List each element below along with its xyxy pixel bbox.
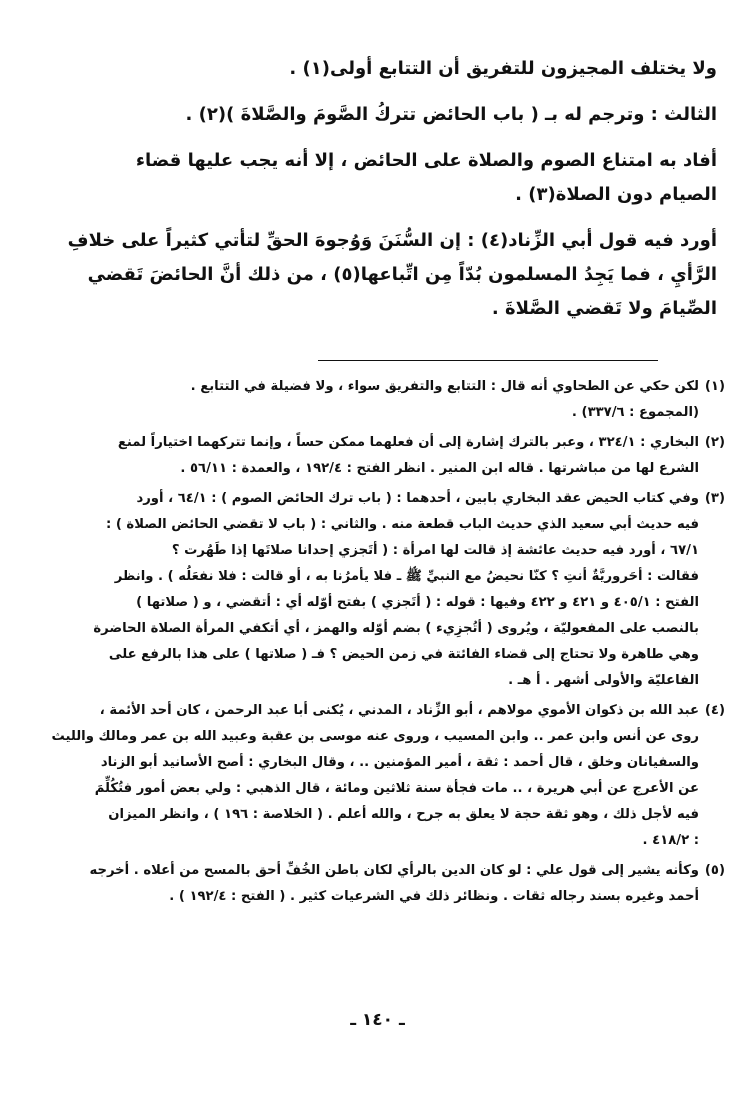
- footnote-5: [26, 858, 725, 910]
- footnote-line: فيه لأجل ذلك ، وهو ثقة حجة لا يعلق به جرح ، والله أعلم . ( الخلاصة : ١٩٦ ) ، وانظر الميزان: [108, 807, 699, 822]
- footnote-line: فقالت : أحَروريَّةٌ أنتِ ؟ كنّا نحيضُ مع النبيِّ ﷺ ـ فلا يأمرُنا به ، أو قالت : فلا نفعَلُه ) . وانظر: [114, 569, 699, 584]
- main-line-5: أورد فيه قول أبي الزِّناد(٤) : إن السُّنَنَ وَوُجوهَ الحقِّ لتأتي كثيراً على خلافِ: [67, 230, 717, 251]
- footnote-number: (٢): [704, 435, 725, 450]
- footnote-line: بالنصب على المفعوليّة ، ويُروى ( أتُجزِيء ) بضم أوّله والهمز ، أي أتكفي المرأة الصلاة الحاضرة: [93, 621, 699, 636]
- main-line-7: الصِّيامَ ولا تَقضي الصَّلاةَ .: [491, 298, 717, 319]
- footnote-3: [26, 486, 725, 694]
- footnote-line: أحمد وغيره بسند رجاله ثقات . ونظائر ذلك في الشرعيات كثير . ( الفتح : ١٩٢/٤ ) .: [169, 889, 699, 904]
- footnote-line: الفاعليّة والأولى أشهر . أ هـ .: [508, 673, 699, 688]
- footnote-line: وفي كتاب الحيض عقد البخاري بابين ، أحدهما : ( باب ترك الحائض الصوم ) : ٦٤/١ ، أورد: [136, 491, 699, 506]
- footnote-line: لكن حكي عن الطحاوي أنه قال : التتابع والتفريق سواء ، ولا فضيلة في التتابع .: [190, 379, 699, 394]
- footnote-divider: [318, 360, 658, 361]
- footnote-line: (المجموع : ٣٣٧/٦) .: [571, 405, 699, 420]
- footnote-line: وكأنه يشير إلى قول علي : لو كان الدين بالرأي لكان باطن الخُفِّ أحق بالمسح من أعلاه . أخرجه: [89, 863, 699, 878]
- page-number: ـ ١٤٠ ـ: [350, 1010, 405, 1030]
- footnote-line: فيه حديث أبي سعيد الذي حديث الباب قطعة منه . والثاني : ( باب لا تقضي الحائض الصلاة ) :: [105, 517, 699, 532]
- footnote-line: عن الأعرج عن أبي هريرة ، .. مات فجأة سنة ثلاثين ومائة ، قال الذهبي : ولي بعض أمور فتُكُلِّمَ: [94, 781, 699, 796]
- footnote-number: (٥): [704, 863, 725, 878]
- footnote-line: وهي طاهرة ولا تحتاج إلى قضاء الفائتة في زمن الحيض ؟ فـ ( صلاتها ) على هذا بالرفع على: [108, 647, 699, 662]
- main-text: [30, 52, 717, 326]
- footnote-line: : ٤١٨/٢ .: [642, 833, 699, 848]
- footnote-4: [26, 698, 725, 854]
- footnote-1: [26, 374, 725, 426]
- footnote-line: عبد الله بن ذكوان الأموي مولاهم ، أبو الزِّناد ، المدني ، يُكنى أبا عبد الرحمن ، كان أحد الأئمة ،: [99, 703, 699, 718]
- footnotes: [26, 374, 725, 914]
- footnote-line: الفتح : ٤٠٥/١ و ٤٢١ و ٤٢٢ وفيها : قوله : ( أتَجزي ) بفتح أوّله أي : أتقضي ، و ( صلاتها ): [136, 595, 699, 610]
- footnote-number: (٣): [704, 491, 725, 506]
- footnote-2: [26, 430, 725, 482]
- footnote-line: والسفيانان وخلق ، قال أحمد : ثقة ، أمير المؤمنين .. ، وقال البخاري : أصح الأسانيد أبو الزناد: [100, 755, 699, 770]
- footnote-line: الشرع لها من مباشرتها . قاله ابن المنير . انظر الفتح : ١٩٢/٤ ، والعمدة : ٥٦/١١ .: [180, 461, 699, 476]
- footnote-number: (٤): [704, 703, 725, 718]
- footnote-number: (١): [704, 379, 725, 394]
- footnote-line: ٦٧/١ ، أورد فيه حديث عائشة إذ قالت لها امرأة : ( أتَجزي إحدانا صلاتَها إذا طَهُرت ؟: [171, 543, 699, 558]
- main-line-2: الثالث : وترجم له بـ ( باب الحائض تتركُ الصَّومَ والصَّلاةَ )(٢) .: [185, 104, 717, 125]
- main-line-6: الرَّأيِ ، فما يَجِدُ المسلمون بُدّاً مِن اتِّباعها(٥) ، من ذلك أنَّ الحائضَ تَقضي: [87, 264, 717, 285]
- footnote-line: روى عن أنس وابن عمر .. وابن المسيب ، وروى عنه موسى بن عقبة وعبيد الله بن عمر ومالك والليث: [51, 729, 699, 744]
- main-line-1: ولا يختلف المجيزون للتفريق أن التتابع أولى(١) .: [289, 58, 717, 79]
- footnote-line: البخاري : ٣٢٤/١ ، وعبر بالترك إشارة إلى أن فعلهما ممكن حساً ، وإنما تتركهما اختياراً لمنع: [117, 435, 699, 450]
- main-line-3: أفاد به امتناع الصوم والصلاة على الحائض ، إلا أنه يجب عليها قضاء: [135, 150, 717, 171]
- main-line-4: الصيام دون الصلاة(٣) .: [515, 184, 717, 205]
